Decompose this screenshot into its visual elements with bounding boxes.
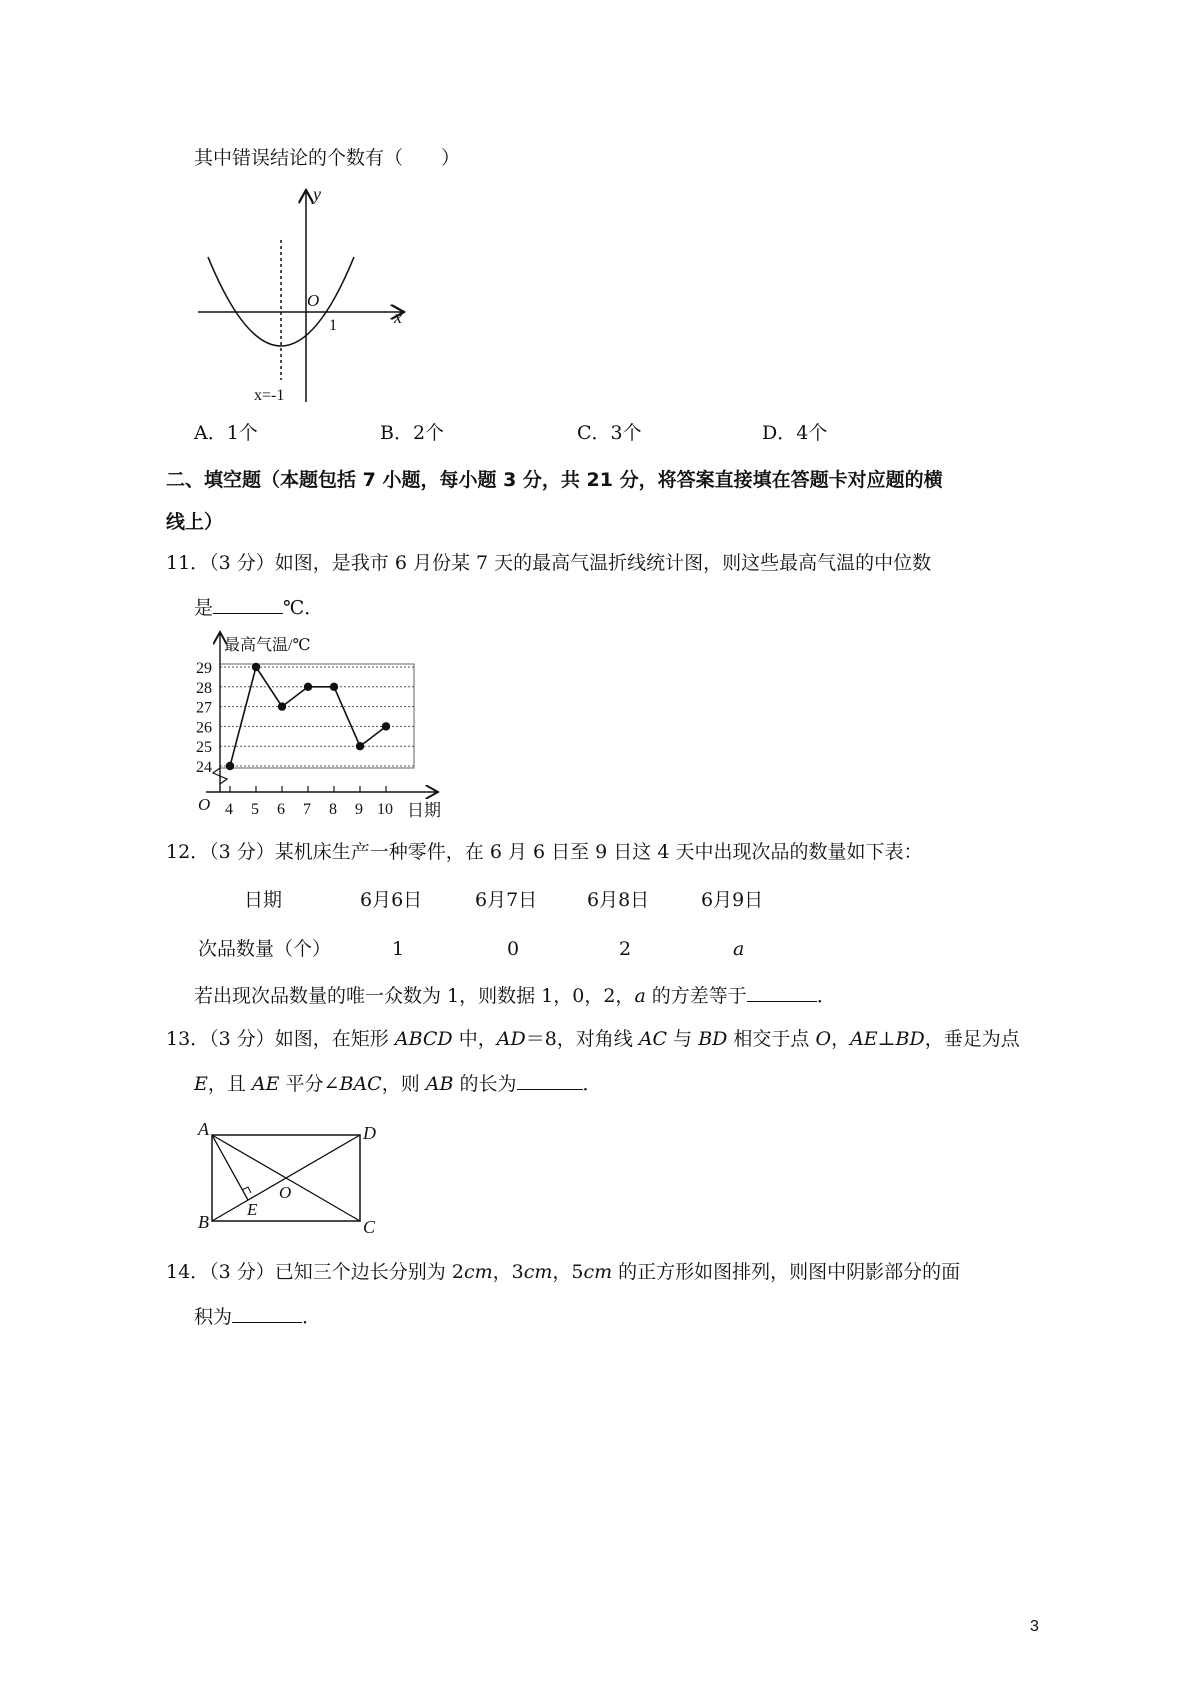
x-label: x bbox=[394, 307, 402, 327]
x-tick-label: 8 bbox=[329, 801, 337, 818]
table-header: 日期 bbox=[244, 889, 283, 911]
q13-text: ⊥ bbox=[877, 1028, 896, 1050]
label-b: B bbox=[198, 1212, 209, 1232]
q13-var: AD bbox=[496, 1028, 526, 1050]
q13-var: BD bbox=[698, 1028, 728, 1050]
table-header: 6月7日 bbox=[475, 889, 538, 911]
y-tick-label: 26 bbox=[196, 719, 212, 737]
chart-title: 最高气温/℃ bbox=[224, 637, 311, 654]
x-tick-label: 5 bbox=[251, 801, 259, 818]
temperature-point bbox=[304, 683, 312, 691]
q14-unit: cm bbox=[523, 1261, 553, 1283]
option-a: A．1个 bbox=[194, 422, 258, 444]
y-tick-label: 29 bbox=[196, 660, 212, 677]
temperature-point bbox=[252, 663, 260, 671]
y-label: y bbox=[313, 184, 321, 204]
option-d: D．4个 bbox=[762, 422, 828, 444]
parabola-figure bbox=[190, 180, 420, 410]
q13-text: 13．（3 分）如图，在矩形 bbox=[166, 1028, 395, 1050]
q13-var: ABCD bbox=[394, 1028, 453, 1050]
q11-post: ℃． bbox=[283, 597, 324, 619]
q12-answer-blank[interactable] bbox=[747, 983, 817, 1002]
chart-origin-label: O bbox=[198, 795, 211, 814]
y-tick-label: 25 bbox=[196, 739, 212, 757]
q13-text: 的长为 bbox=[453, 1073, 517, 1095]
q13-text: 平分∠ bbox=[279, 1073, 340, 1095]
q13-text: ＝8，对角线 bbox=[525, 1028, 639, 1050]
q12-line1: 12．（3 分）某机床生产一种零件，在 6 月 6 日至 9 日这 4 天中出现次品的数量如下表： bbox=[166, 841, 923, 863]
temperature-point bbox=[382, 722, 390, 730]
q14-line2 bbox=[194, 1304, 321, 1329]
q14-answer-blank[interactable] bbox=[232, 1304, 302, 1323]
q12-text: 的方差等于 bbox=[645, 985, 747, 1007]
label-c: C bbox=[363, 1217, 376, 1237]
label-o: O bbox=[279, 1183, 292, 1202]
q13-text: 与 bbox=[667, 1028, 699, 1050]
section-heading-line2: 线上） bbox=[166, 511, 224, 533]
q14-text: ，5 bbox=[552, 1261, 584, 1283]
table-header: 6月9日 bbox=[701, 889, 764, 911]
temperature-point bbox=[278, 702, 286, 710]
q13-text: ． bbox=[582, 1073, 602, 1095]
q11-answer-blank[interactable] bbox=[213, 595, 283, 614]
x-tick-label: 6 bbox=[277, 801, 285, 818]
q13-text: 中， bbox=[452, 1028, 497, 1050]
temperature-point bbox=[226, 762, 234, 770]
page-number: 3 bbox=[1030, 1618, 1039, 1635]
table-cell: 0 bbox=[507, 938, 520, 960]
q11-line1: 11．（3 分）如图，是我市 6 月份某 7 天的最高气温折线统计图，则这些最高气温的中位数 bbox=[166, 552, 932, 574]
q12-text: 若出现次品数量的唯一众数为 1，则数据 1，0，2， bbox=[194, 985, 635, 1007]
table-header: 6月6日 bbox=[360, 889, 423, 911]
q13-var: BAC bbox=[339, 1073, 382, 1095]
q13-line2 bbox=[194, 1071, 602, 1096]
table-header: 6月8日 bbox=[587, 889, 650, 911]
temperature-point bbox=[330, 683, 338, 691]
rectangle-figure bbox=[190, 1115, 390, 1240]
q13-var: AC bbox=[638, 1028, 668, 1050]
section-heading-line1: 二、填空题（本题包括 7 小题，每小题 3 分，共 21 分，将答案直接填在答题卡对应题的横 bbox=[166, 469, 943, 491]
q13-text: ， bbox=[831, 1028, 851, 1050]
y-tick-label: 28 bbox=[196, 679, 212, 697]
q11-line2 bbox=[194, 595, 323, 620]
table-cell: 2 bbox=[619, 938, 632, 960]
q13-text: ，且 bbox=[207, 1073, 252, 1095]
q14-text: 的正方形如图排列，则图中阴影部分的面 bbox=[612, 1261, 961, 1283]
label-a: A bbox=[198, 1119, 209, 1139]
table-cell: 1 bbox=[392, 938, 405, 960]
axis-label: x=-1 bbox=[254, 387, 285, 404]
x-tick-label: 7 bbox=[303, 801, 311, 818]
q13-text: ，则 bbox=[381, 1073, 426, 1095]
y-tick-label: 24 bbox=[196, 759, 212, 776]
option-c: C．3个 bbox=[577, 422, 642, 444]
q13-var: AB bbox=[425, 1073, 454, 1095]
q14-text: 积为 bbox=[194, 1306, 233, 1328]
temperature-series-line bbox=[230, 667, 386, 766]
label-e: E bbox=[247, 1200, 258, 1219]
q14-text: ，3 bbox=[492, 1261, 524, 1283]
q13-var: BD bbox=[895, 1028, 925, 1050]
x-tick-label: 10 bbox=[377, 801, 393, 818]
chart-frame bbox=[220, 664, 414, 768]
x-tick-label: 4 bbox=[225, 801, 233, 818]
temperature-line-chart bbox=[194, 630, 454, 825]
table-cell: a bbox=[733, 938, 745, 960]
y-tick-label: 27 bbox=[196, 699, 212, 717]
q13-answer-blank[interactable] bbox=[517, 1071, 583, 1090]
one-label: 1 bbox=[329, 317, 337, 334]
label-d: D bbox=[363, 1123, 376, 1143]
q13-text: ，垂足为点 bbox=[924, 1028, 1020, 1050]
chart-x-label: 日期 bbox=[407, 801, 441, 820]
q13-var: O bbox=[815, 1028, 832, 1050]
q11-pre: 是 bbox=[194, 597, 214, 619]
q13-var: E bbox=[194, 1073, 208, 1095]
q14-text: ． bbox=[302, 1306, 322, 1328]
origin-label: O bbox=[307, 291, 320, 310]
q14-line1 bbox=[166, 1260, 960, 1284]
q12-text: ． bbox=[816, 985, 836, 1007]
q12-var: a bbox=[634, 985, 646, 1007]
q12-line3 bbox=[194, 983, 836, 1008]
q13-var: AE bbox=[850, 1028, 878, 1050]
q13-text: 相交于点 bbox=[727, 1028, 816, 1050]
q13-var: AE bbox=[251, 1073, 280, 1095]
table-cell: 次品数量（个） bbox=[198, 938, 332, 960]
option-b: B．2个 bbox=[380, 422, 445, 444]
q14-unit: cm bbox=[583, 1261, 613, 1283]
temperature-point bbox=[356, 742, 364, 750]
x-tick-label: 9 bbox=[355, 801, 363, 818]
q13-line1 bbox=[166, 1027, 1020, 1051]
q14-unit: cm bbox=[463, 1261, 493, 1283]
intro-text: 其中错误结论的个数有（ ） bbox=[194, 147, 461, 169]
q14-text: 14．（3 分）已知三个边长分别为 2 bbox=[166, 1261, 464, 1283]
